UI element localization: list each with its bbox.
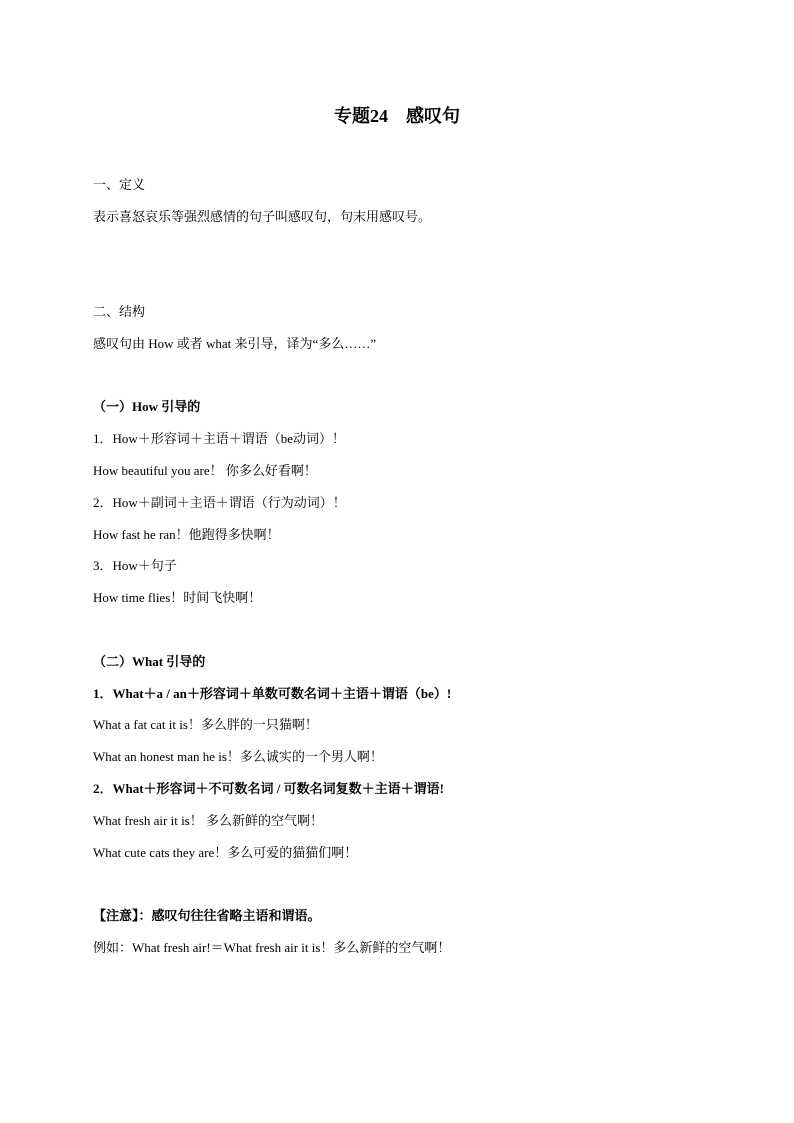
- how-rule-3: 3．How＋句子: [93, 558, 177, 573]
- what-rule-2-example-1: What fresh air it is！ 多么新鲜的空气啊！: [93, 813, 323, 828]
- section-structure-text: 感叹句由 How 或者 what 来引导，译为“多么……”: [93, 336, 377, 351]
- how-rule-2: 2．How＋副词＋主语＋谓语（行为动词）！: [93, 495, 346, 510]
- what-section-heading: （二）What 引导的: [93, 654, 206, 669]
- section-definition-text: 表示喜怒哀乐等强烈感情的句子叫感叹句，句末用感叹号。: [93, 209, 432, 224]
- what-rule-2: 2．What＋形容词＋不可数名词 / 可数名词复数＋主语＋谓语!: [93, 781, 445, 796]
- note-heading: 【注意】：感叹句往往省略主语和谓语。: [93, 908, 321, 923]
- what-rule-1-example-1: What a fat cat it is！多么胖的一只猫啊！: [93, 717, 318, 732]
- note-example: 例如：What fresh air!＝What fresh air it is！多么新鲜的空气啊！: [93, 940, 451, 955]
- what-rule-1: 1．What＋a / an＋形容词＋单数可数名词＋主语＋谓语（be）!: [93, 686, 452, 701]
- how-rule-1-example: How beautiful you are！ 你多么好看啊！: [93, 463, 317, 478]
- what-rule-1-example-2: What an honest man he is！多么诚实的一个男人啊！: [93, 749, 383, 764]
- how-rule-3-example: How time flies！时间飞快啊！: [93, 590, 262, 605]
- page-title: 专题24 感叹句: [334, 106, 460, 126]
- section-structure-heading: 二、结构: [93, 304, 146, 319]
- how-rule-1: 1．How＋形容词＋主语＋谓语（be动词）！: [93, 431, 346, 446]
- how-section-heading: （一）How 引导的: [93, 399, 201, 414]
- what-rule-2-example-2: What cute cats they are！多么可爱的猫猫们啊！: [93, 845, 358, 860]
- section-definition-heading: 一、定义: [93, 177, 146, 192]
- how-rule-2-example: How fast he ran！他跑得多快啊！: [93, 527, 280, 542]
